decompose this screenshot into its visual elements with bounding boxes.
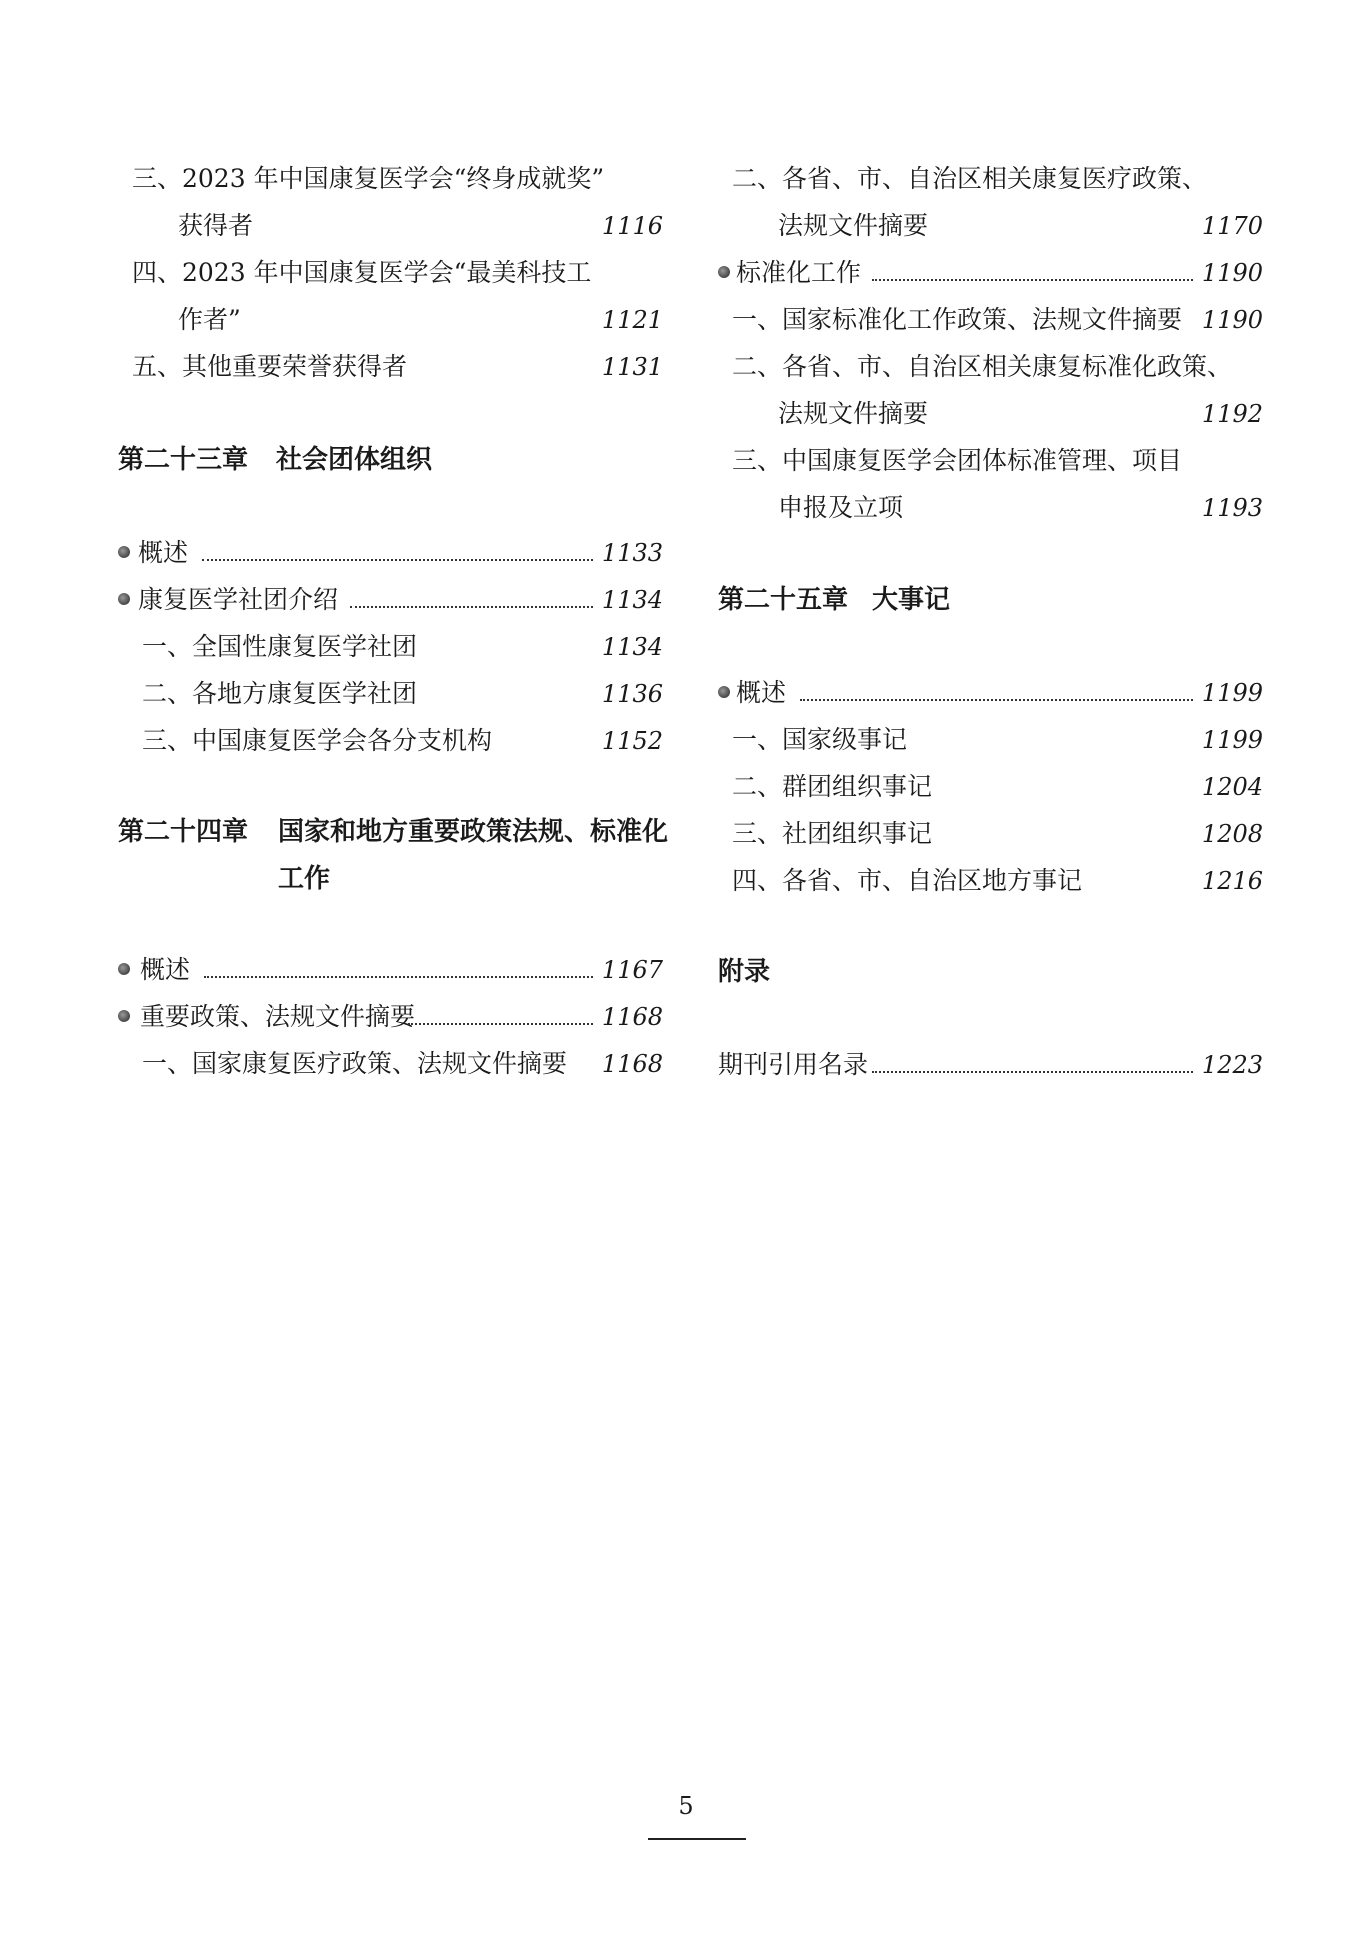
chapter-title: 社会团体组织 bbox=[276, 445, 433, 475]
chapter-heading bbox=[118, 810, 669, 854]
toc-page-number: 1216 bbox=[1201, 867, 1263, 895]
toc-page-number: 1170 bbox=[1201, 212, 1263, 240]
chapter-title: 大事记 bbox=[872, 585, 951, 615]
toc-page-number: 1193 bbox=[1201, 494, 1263, 522]
toc-entry-text: 三、中国康复医学会团体标准管理、项目 bbox=[732, 446, 1183, 475]
toc-entry[interactable] bbox=[118, 204, 663, 248]
toc-entry-text: 二、各省、市、自治区相关康复标准化政策、 bbox=[732, 352, 1233, 381]
toc-entry-text: 三、2023 年中国康复医学会“终身成就奖” bbox=[132, 164, 605, 193]
toc-page-number: 1223 bbox=[1201, 1051, 1263, 1079]
toc-entry[interactable] bbox=[718, 718, 1263, 762]
toc-page-number: 1131 bbox=[601, 353, 663, 381]
toc-page-number: 1168 bbox=[601, 1003, 663, 1031]
bullet-icon bbox=[118, 963, 130, 975]
toc-entry[interactable] bbox=[718, 486, 1263, 530]
toc-entry-text: 期刊引用名录 bbox=[718, 1050, 869, 1079]
toc-entry-text: 申报及立项 bbox=[778, 493, 904, 522]
toc-entry-text: 一、国家标准化工作政策、法规文件摘要 bbox=[732, 305, 1183, 334]
toc-entry[interactable] bbox=[118, 672, 663, 716]
dot-leader bbox=[408, 995, 593, 1025]
bullet-icon bbox=[718, 686, 730, 698]
toc-entry-text: 一、国家级事记 bbox=[732, 725, 908, 754]
toc-entry-text: 四、各省、市、自治区地方事记 bbox=[732, 866, 1083, 895]
chapter-title: 国家和地方重要政策法规、标准化 bbox=[278, 817, 669, 847]
toc-entry-text: 二、群团组织事记 bbox=[732, 772, 933, 801]
toc-entry-text: 二、各省、市、自治区相关康复医疗政策、 bbox=[732, 164, 1208, 193]
dot-leader bbox=[872, 1043, 1193, 1073]
toc-page-number: 1136 bbox=[601, 680, 663, 708]
toc-entry[interactable] bbox=[718, 392, 1263, 436]
toc-entry[interactable] bbox=[718, 1043, 1263, 1087]
chapter-number: 第二十五章 bbox=[718, 585, 849, 615]
toc-entry[interactable] bbox=[118, 531, 663, 575]
page-number: 5 bbox=[678, 1792, 694, 1820]
toc-page-number: 1190 bbox=[1201, 306, 1263, 334]
toc-entry-text: 三、社团组织事记 bbox=[732, 819, 933, 848]
toc-entry[interactable] bbox=[118, 298, 663, 342]
toc-entry[interactable] bbox=[718, 439, 1263, 483]
toc-entry-text: 获得者 bbox=[178, 211, 254, 240]
toc-page-number: 1199 bbox=[1201, 679, 1263, 707]
toc-entry[interactable] bbox=[118, 345, 663, 389]
toc-page-number: 1208 bbox=[1201, 820, 1263, 848]
toc-entry[interactable] bbox=[118, 719, 663, 763]
toc-page-number: 1167 bbox=[601, 956, 663, 984]
toc-entry-text: 五、其他重要荣誉获得者 bbox=[132, 352, 408, 381]
toc-page-number: 1134 bbox=[601, 586, 663, 614]
chapter-number: 第二十四章 bbox=[118, 817, 249, 847]
toc-entry[interactable] bbox=[118, 1042, 663, 1086]
toc-entry-text: 三、中国康复医学会各分支机构 bbox=[142, 726, 493, 755]
toc-entry-text: 法规文件摘要 bbox=[778, 399, 929, 428]
dot-leader bbox=[204, 948, 593, 978]
toc-entry[interactable] bbox=[118, 948, 663, 992]
toc-entry-text: 重要政策、法规文件摘要 bbox=[140, 1002, 416, 1031]
dot-leader bbox=[800, 671, 1193, 701]
dot-leader bbox=[872, 251, 1193, 281]
toc-entry-text: 二、各地方康复医学社团 bbox=[142, 679, 418, 708]
toc-entry[interactable] bbox=[118, 995, 663, 1039]
toc-entry[interactable] bbox=[718, 765, 1263, 809]
toc-page-number: 1168 bbox=[601, 1050, 663, 1078]
toc-entry[interactable] bbox=[718, 859, 1263, 903]
dot-leader bbox=[350, 578, 593, 608]
toc-entry[interactable] bbox=[718, 345, 1263, 389]
toc-page-number: 1121 bbox=[601, 306, 663, 334]
toc-entry[interactable] bbox=[718, 298, 1263, 342]
bullet-icon bbox=[118, 593, 130, 605]
toc-entry-text: 作者” bbox=[178, 305, 241, 334]
appendix-heading: 附录 bbox=[718, 957, 771, 987]
toc-entry[interactable] bbox=[118, 625, 663, 669]
footer-rule bbox=[648, 1838, 746, 1840]
toc-page-number: 1192 bbox=[1201, 400, 1263, 428]
toc-page-number: 1116 bbox=[601, 212, 663, 240]
toc-page-number: 1133 bbox=[601, 539, 663, 567]
toc-entry-text: 一、国家康复医疗政策、法规文件摘要 bbox=[142, 1049, 568, 1078]
toc-page-number: 1199 bbox=[1201, 726, 1263, 754]
toc-entry-text: 标准化工作 bbox=[736, 258, 862, 287]
toc-entry[interactable] bbox=[718, 812, 1263, 856]
dot-leader bbox=[202, 531, 593, 561]
toc-entry-text: 法规文件摘要 bbox=[778, 211, 929, 240]
chapter-heading bbox=[718, 578, 951, 622]
bullet-icon bbox=[718, 266, 730, 278]
toc-entry[interactable] bbox=[118, 578, 663, 622]
toc-entry[interactable] bbox=[718, 204, 1263, 248]
toc-entry-text: 概述 bbox=[140, 955, 191, 984]
bullet-icon bbox=[118, 546, 130, 558]
toc-entry[interactable] bbox=[718, 671, 1263, 715]
chapter-title-continued: 工作 bbox=[278, 864, 331, 894]
toc-entry-text: 康复医学社团介绍 bbox=[138, 585, 339, 614]
toc-page-number: 1152 bbox=[601, 727, 663, 755]
bullet-icon bbox=[118, 1010, 130, 1022]
toc-entry-text: 概述 bbox=[736, 678, 787, 707]
chapter-heading bbox=[118, 438, 433, 482]
toc-entry-text: 四、2023 年中国康复医学会“最美科技工 bbox=[132, 258, 592, 287]
toc-page-number: 1134 bbox=[601, 633, 663, 661]
toc-entry-text: 概述 bbox=[138, 538, 189, 567]
toc-entry-text: 一、全国性康复医学社团 bbox=[142, 632, 418, 661]
toc-entry[interactable] bbox=[718, 157, 1263, 201]
toc-page-number: 1190 bbox=[1201, 259, 1263, 287]
chapter-number: 第二十三章 bbox=[118, 445, 249, 475]
toc-entry[interactable] bbox=[118, 251, 663, 295]
toc-entry[interactable] bbox=[118, 157, 663, 201]
toc-entry[interactable] bbox=[718, 251, 1263, 295]
toc-page-number: 1204 bbox=[1201, 773, 1263, 801]
